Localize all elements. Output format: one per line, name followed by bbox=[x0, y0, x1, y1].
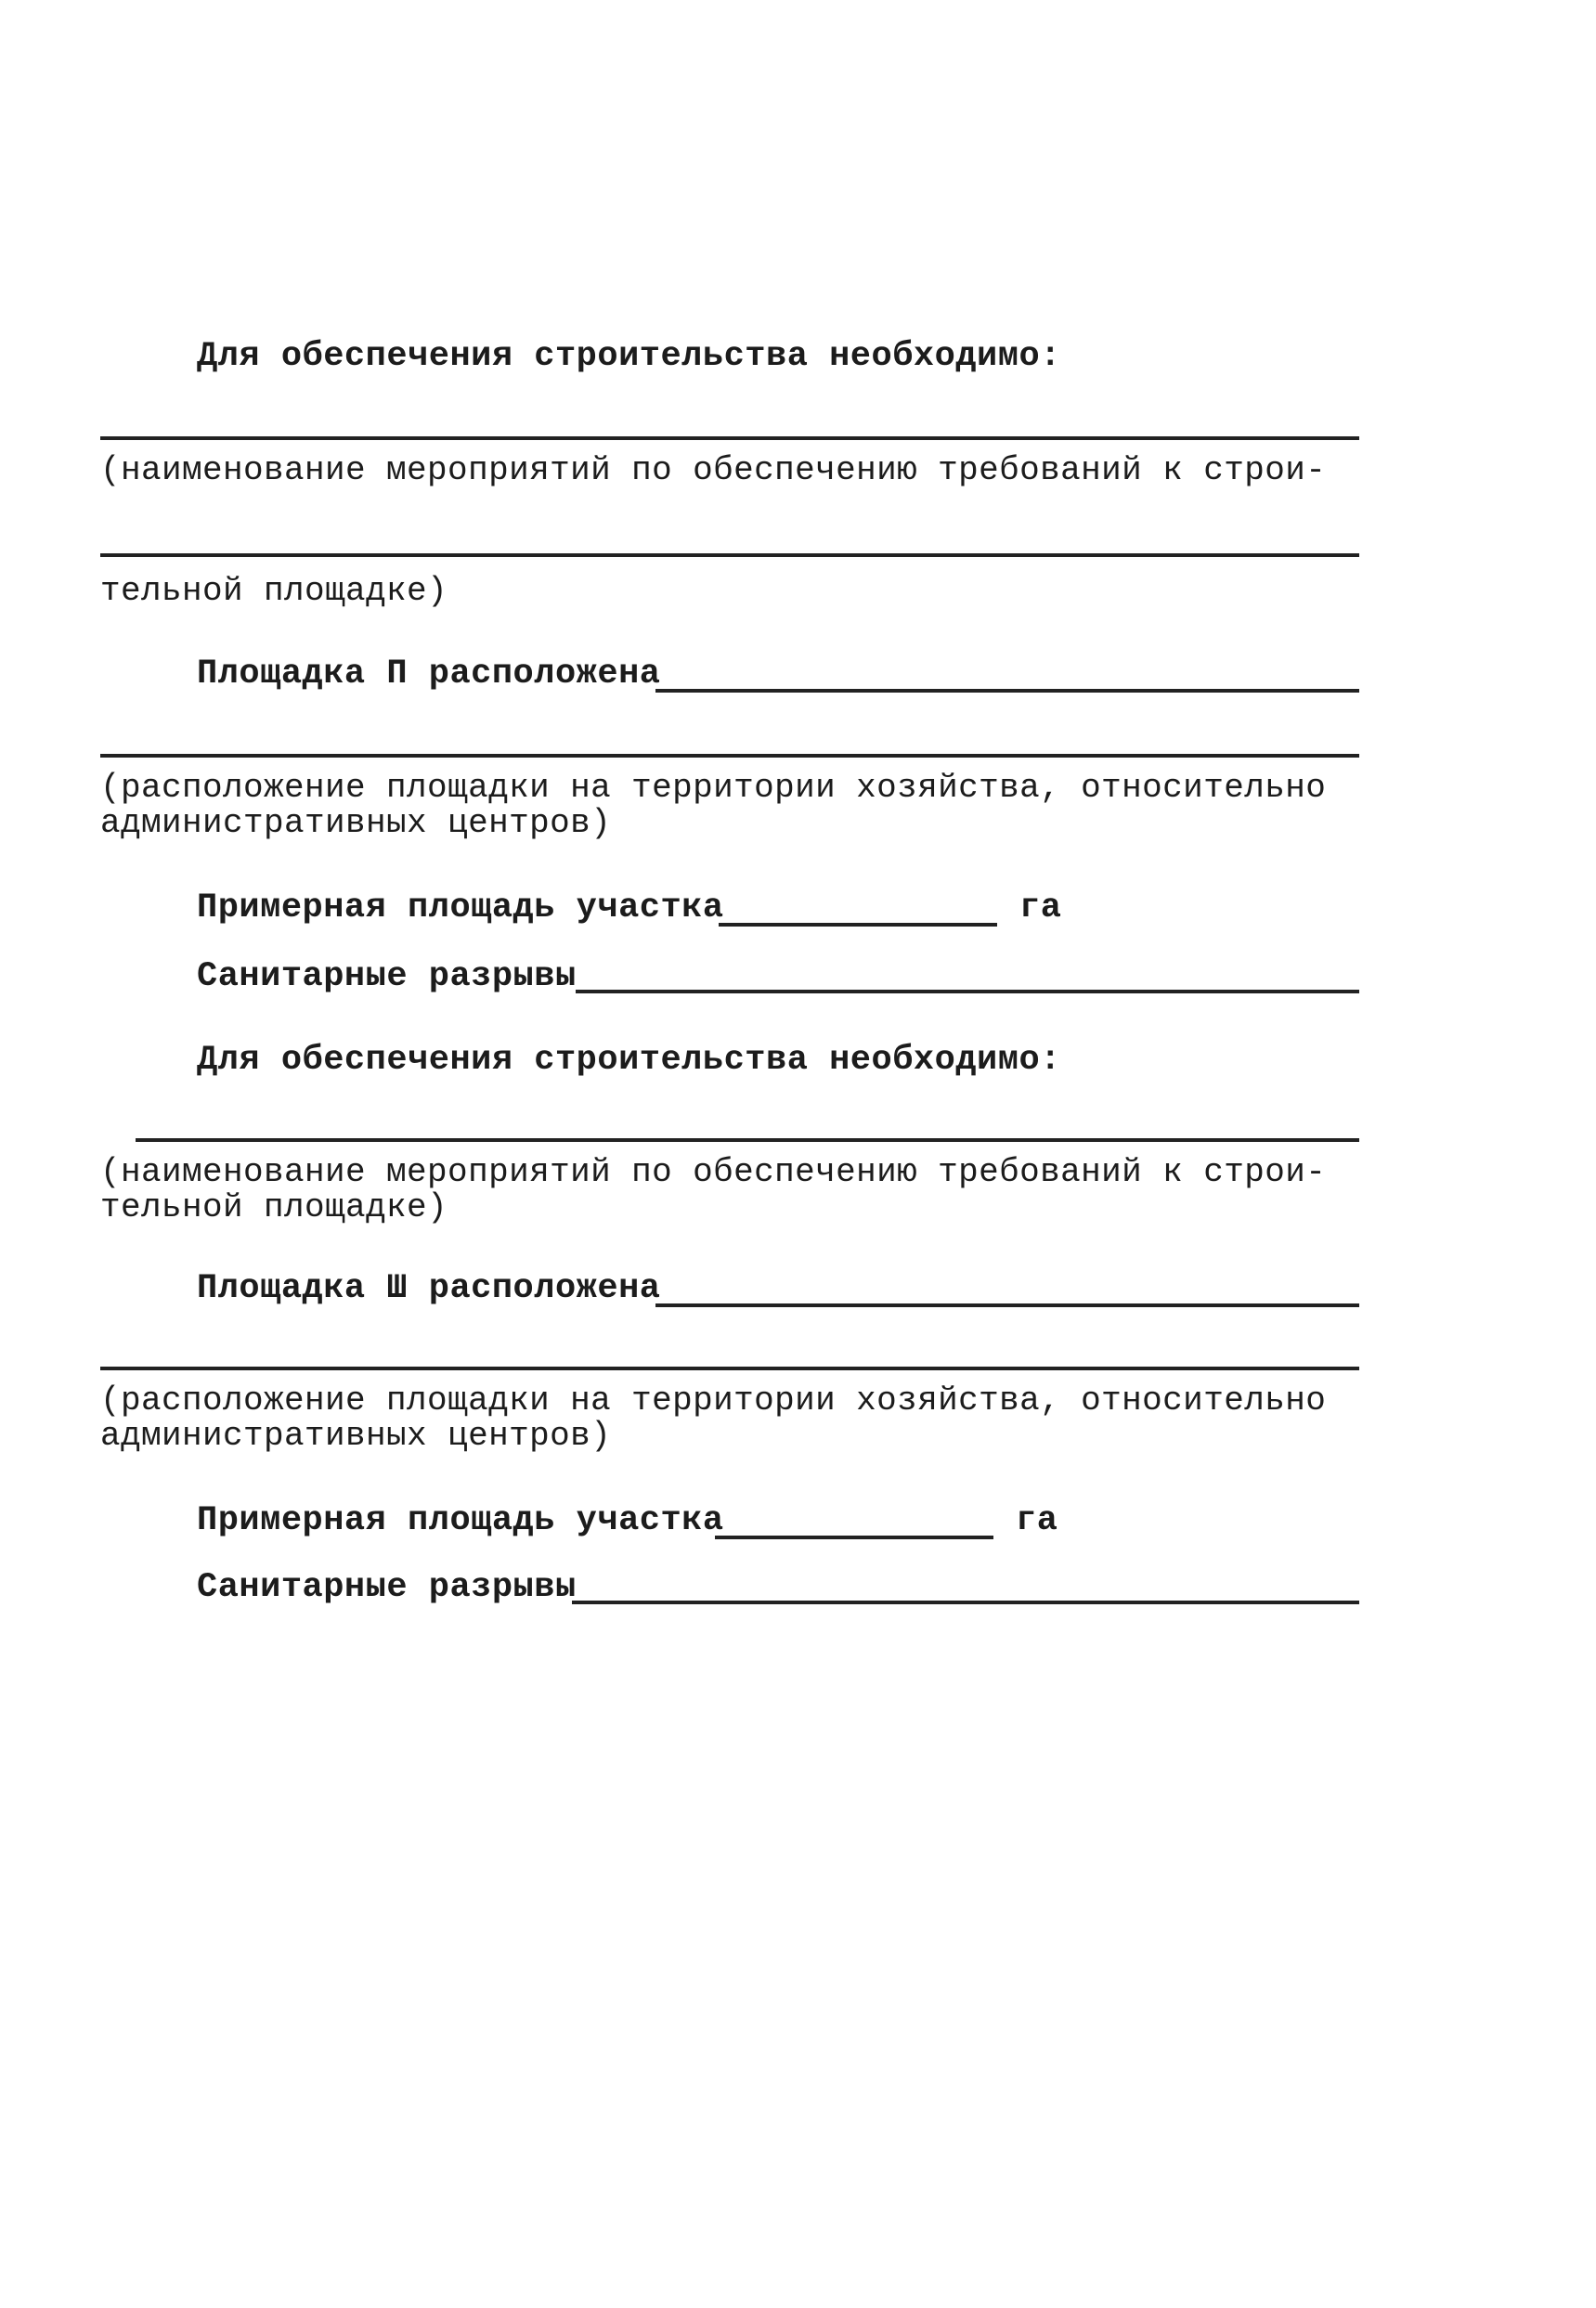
site-3-area-label: Примерная площадь участка bbox=[197, 1501, 724, 1540]
requirement-blank-line[interactable] bbox=[100, 436, 1359, 440]
site-2-sanitary-blank[interactable] bbox=[576, 990, 1359, 993]
site-2-requirement-blank-line[interactable] bbox=[136, 1138, 1359, 1142]
site-2-label: Площадка П расположена bbox=[197, 655, 661, 694]
site-2-area-blank[interactable] bbox=[719, 923, 997, 927]
site-2-requirement-note-line1: (наименование мероприятий по обеспечению требований к строи- bbox=[100, 1153, 1327, 1191]
site-2-sanitary-label: Санитарные разрывы bbox=[197, 957, 577, 996]
site-3-sanitary-blank[interactable] bbox=[572, 1601, 1359, 1604]
site-3-sanitary-label: Санитарные разрывы bbox=[197, 1568, 577, 1607]
site-3-area-unit: га bbox=[1016, 1501, 1058, 1540]
site-2-requirement-note-line2: тельной площадке) bbox=[100, 1188, 448, 1226]
requirement-note-line1: (наименование мероприятий по обеспечению требований к строи- bbox=[100, 451, 1327, 489]
site-2-blank-line[interactable] bbox=[655, 689, 1359, 693]
site-3-area-blank[interactable] bbox=[715, 1536, 993, 1539]
site-3-label: Площадка Ш расположена bbox=[197, 1269, 661, 1308]
site-3-note-line1: (расположение площадки на территории хозяйства, относительно bbox=[100, 1381, 1327, 1420]
site-3-note-line2: административных центров) bbox=[100, 1417, 612, 1455]
site-2-area-label: Примерная площадь участка bbox=[197, 888, 724, 927]
requirement-blank-line-2[interactable] bbox=[100, 553, 1359, 557]
site-2-note-line1: (расположение площадки на территории хозяйства, относительно bbox=[100, 769, 1327, 807]
site-2-requirement-heading: Для обеспечения строительства необходимо: bbox=[197, 1041, 1061, 1080]
requirement-heading: Для обеспечения строительства необходимо: bbox=[197, 337, 1061, 376]
site-2-area-unit: га bbox=[1019, 888, 1062, 927]
site-2-note-line2: административных центров) bbox=[100, 804, 612, 842]
site-3-location-blank-line[interactable] bbox=[100, 1367, 1359, 1370]
requirement-note-line2: тельной площадке) bbox=[100, 572, 448, 610]
site-3-blank-line[interactable] bbox=[655, 1303, 1359, 1307]
site-2-location-blank-line[interactable] bbox=[100, 754, 1359, 758]
